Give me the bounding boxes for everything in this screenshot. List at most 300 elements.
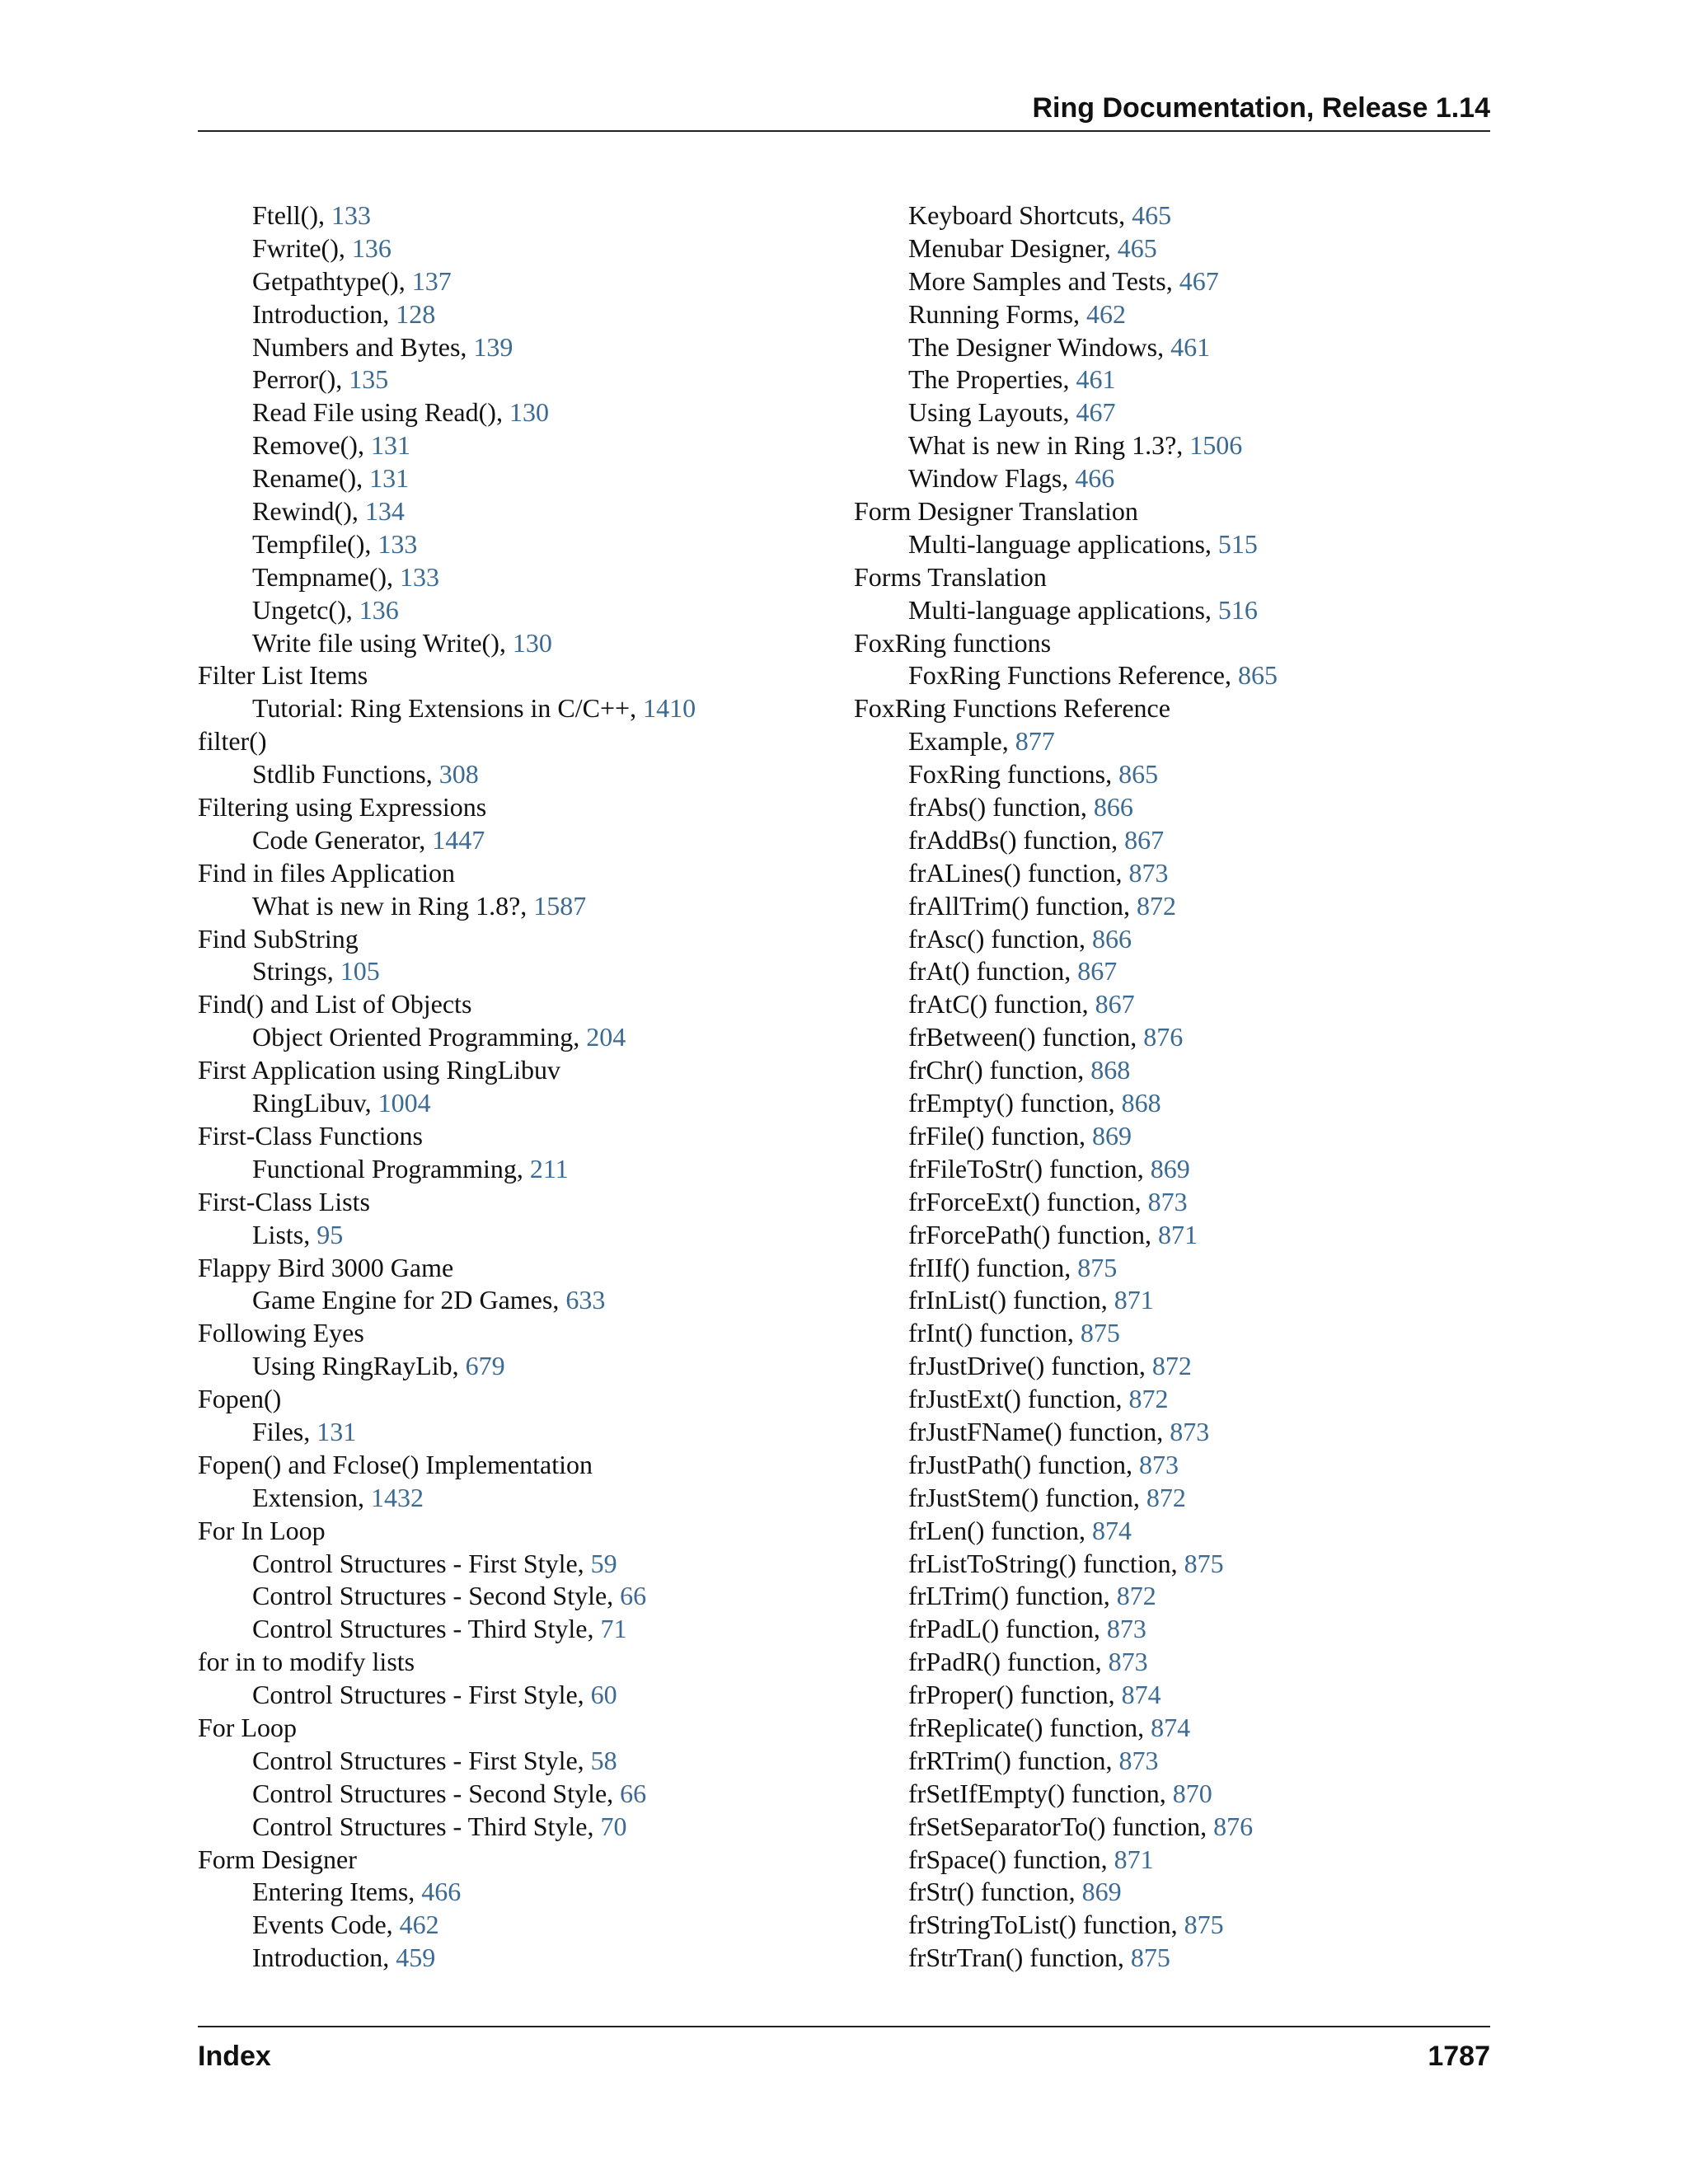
entry-text: frJustPath() function, <box>908 1449 1139 1479</box>
index-entry <box>198 791 824 824</box>
page-link[interactable]: 105 <box>340 956 380 987</box>
page-link[interactable]: 873 <box>1147 1186 1188 1216</box>
entry-text: For Loop <box>198 1712 297 1742</box>
page-link[interactable]: 870 <box>1172 1778 1212 1808</box>
entry-text: Numbers and Bytes, <box>252 331 474 362</box>
index-subentry <box>854 659 1497 692</box>
entry-text: Tempfile(), <box>252 528 378 559</box>
entry-text: Using RingRayLib, <box>252 1351 466 1381</box>
entry-text: Example, <box>908 726 1015 757</box>
entry-text: frEmpty() function, <box>908 1088 1122 1118</box>
index-subentry <box>854 1021 1497 1054</box>
index-subentry <box>198 692 824 725</box>
page-link[interactable]: 872 <box>1137 890 1177 921</box>
entry-text: Filtering using Expressions <box>198 792 487 823</box>
entry-text: Rewind(), <box>252 496 365 527</box>
page-link[interactable]: 1432 <box>370 1482 424 1512</box>
index-entry <box>198 1712 824 1745</box>
index-subentry <box>854 1515 1497 1548</box>
index-subentry <box>854 462 1497 495</box>
page-link[interactable]: 865 <box>1118 759 1159 790</box>
entry-text: frAllTrim() function, <box>908 890 1137 921</box>
page-link[interactable]: 873 <box>1106 1614 1146 1644</box>
entry-text: Remove(), <box>252 430 371 461</box>
entry-text: frStringToList() function, <box>908 1910 1184 1940</box>
index-entry <box>854 692 1497 725</box>
entry-text: The Designer Windows, <box>908 331 1171 362</box>
page-header <box>198 92 1490 132</box>
index-subentry <box>198 1909 824 1942</box>
index-subentry <box>854 857 1497 890</box>
entry-text: frStrTran() function, <box>908 1943 1131 1973</box>
index-entry <box>854 495 1497 528</box>
entry-text: Stdlib Functions, <box>252 759 439 790</box>
entry-text: frSetSeparatorTo() function, <box>908 1811 1214 1841</box>
page-link[interactable]: 130 <box>509 397 549 428</box>
index-subentry <box>198 1580 824 1613</box>
entry-text: Form Designer <box>198 1844 357 1874</box>
index-entry <box>198 725 824 758</box>
index-subentry <box>854 1350 1497 1383</box>
entry-text: frLTrim() function, <box>908 1581 1117 1611</box>
entry-text: frSpace() function, <box>908 1844 1114 1874</box>
entry-text: frIIf() function, <box>908 1252 1078 1282</box>
index-subentry <box>854 1745 1497 1778</box>
page-link[interactable]: 865 <box>1237 660 1278 691</box>
page-link[interactable]: 130 <box>512 627 552 658</box>
page-link[interactable]: 869 <box>1092 1120 1132 1151</box>
entry-text: Fopen() <box>198 1384 282 1414</box>
entry-text: frSetIfEmpty() function, <box>908 1778 1173 1808</box>
index-subentry <box>854 396 1497 429</box>
page-link[interactable]: 71 <box>600 1614 627 1644</box>
index-subentry <box>198 1548 824 1581</box>
page-link[interactable]: 871 <box>1158 1219 1198 1249</box>
entry-text: frForceExt() function, <box>908 1186 1148 1216</box>
index-subentry <box>854 331 1497 364</box>
page-link[interactable]: 211 <box>529 1153 569 1183</box>
entry-text: frJustExt() function, <box>908 1384 1129 1414</box>
page-link[interactable]: 462 <box>1086 298 1127 329</box>
entry-text: Getpathtype(), <box>252 265 412 296</box>
entry-text: Find SubString <box>198 923 359 954</box>
page-link[interactable]: 871 <box>1114 1844 1154 1874</box>
index-subentry <box>854 265 1497 298</box>
index-subentry <box>198 1778 824 1811</box>
index-subentry <box>854 725 1497 758</box>
entry-text: frLen() function, <box>908 1515 1093 1545</box>
index-subentry <box>854 791 1497 824</box>
entry-text: Game Engine for 2D Games, <box>252 1285 566 1315</box>
index-subentry <box>854 1120 1497 1153</box>
page-link[interactable]: 867 <box>1124 824 1165 855</box>
page-link[interactable]: 131 <box>316 1416 357 1446</box>
index-subentry <box>198 528 824 561</box>
entry-text: FoxRing functions, <box>908 759 1119 790</box>
page-link[interactable]: 633 <box>565 1285 606 1315</box>
page-footer <box>198 2026 1490 2077</box>
entry-text: Events Code, <box>252 1910 400 1940</box>
page-link[interactable]: 465 <box>1117 232 1157 263</box>
entry-text: Filter List Items <box>198 660 368 691</box>
page-link[interactable]: 466 <box>1075 463 1115 494</box>
page-link[interactable]: 467 <box>1179 265 1219 296</box>
index-entry <box>854 627 1497 660</box>
entry-text: Menubar Designer, <box>908 232 1118 263</box>
index-subentry <box>198 363 824 396</box>
entry-text: Control Structures - Third Style, <box>252 1614 601 1644</box>
entry-text: Window Flags, <box>908 463 1076 494</box>
entry-text: frInList() function, <box>908 1285 1114 1315</box>
index-subentry <box>198 495 824 528</box>
page-link[interactable]: 466 <box>421 1877 462 1907</box>
entry-text: Functional Programming, <box>252 1153 530 1183</box>
page-link[interactable]: 136 <box>351 232 392 263</box>
entry-text: Tutorial: Ring Extensions in C/C++, <box>252 693 644 724</box>
entry-text: frAddBs() function, <box>908 824 1125 855</box>
entry-text: Control Structures - Third Style, <box>252 1811 601 1841</box>
page-link[interactable]: 874 <box>1092 1515 1132 1545</box>
index-subentry <box>854 1876 1497 1909</box>
index-subentry <box>854 923 1497 956</box>
page-link[interactable]: 869 <box>1081 1877 1122 1907</box>
index-subentry <box>198 1745 824 1778</box>
page-link[interactable]: 875 <box>1077 1252 1118 1282</box>
page-link[interactable]: 516 <box>1217 594 1258 625</box>
index-subentry <box>198 265 824 298</box>
page-link[interactable]: 58 <box>590 1745 617 1775</box>
index-subentry <box>854 988 1497 1021</box>
entry-text: Control Structures - First Style, <box>252 1548 591 1578</box>
index-subentry <box>854 1811 1497 1844</box>
entry-text: for in to modify lists <box>198 1647 415 1677</box>
index-subentry <box>854 232 1497 265</box>
index-subentry <box>198 1679 824 1712</box>
entry-text: Perror(), <box>252 364 349 395</box>
page-link[interactable]: 66 <box>620 1581 647 1611</box>
index-subentry <box>198 1350 824 1383</box>
entry-text: Control Structures - Second Style, <box>252 1581 621 1611</box>
index-subentry <box>198 199 824 232</box>
index-subentry <box>198 1416 824 1449</box>
page-link[interactable]: 60 <box>590 1680 617 1710</box>
index-subentry <box>854 594 1497 627</box>
index-subentry <box>854 1284 1497 1317</box>
index-subentry <box>198 561 824 594</box>
index-subentry <box>198 758 824 791</box>
index-subentry <box>854 528 1497 561</box>
entry-text: Form Designer Translation <box>854 496 1138 527</box>
index-entry <box>198 1252 824 1285</box>
entry-text: Control Structures - Second Style, <box>252 1778 621 1808</box>
page-link[interactable]: 876 <box>1213 1811 1254 1841</box>
entry-text: The Properties, <box>908 364 1076 395</box>
page-link[interactable]: 515 <box>1217 528 1258 559</box>
entry-text: FoxRing Functions Reference, <box>908 660 1238 691</box>
page-link[interactable]: 1004 <box>377 1088 431 1118</box>
entry-text: Lists, <box>252 1219 317 1249</box>
entry-text: Fwrite(), <box>252 232 352 263</box>
index-subentry <box>854 1613 1497 1646</box>
index-subentry <box>854 1778 1497 1811</box>
page-link[interactable]: 874 <box>1151 1712 1191 1742</box>
page-link[interactable]: 873 <box>1138 1449 1179 1479</box>
entry-text: Read File using Read(), <box>252 397 509 428</box>
index-subentry <box>854 1416 1497 1449</box>
entry-text: Introduction, <box>252 1943 396 1973</box>
page-link[interactable]: 875 <box>1184 1910 1224 1940</box>
index-subentry <box>198 627 824 660</box>
index-entry <box>198 1383 824 1416</box>
entry-text: Strings, <box>252 956 340 987</box>
entry-text: FoxRing functions <box>854 627 1052 658</box>
index-entry <box>198 1844 824 1877</box>
entry-text: Find() and List of Objects <box>198 989 472 1019</box>
page-link[interactable]: 95 <box>316 1219 344 1249</box>
page-link[interactable]: 204 <box>586 1022 626 1052</box>
page-link[interactable]: 308 <box>438 759 479 790</box>
index-subentry <box>854 1909 1497 1942</box>
index-subentry <box>854 890 1497 923</box>
index-subentry <box>198 1482 824 1515</box>
entry-text: Running Forms, <box>908 298 1087 329</box>
index-subentry <box>198 1876 824 1909</box>
index-entry <box>854 561 1497 594</box>
page-link[interactable]: 875 <box>1080 1318 1120 1348</box>
page-link[interactable]: 868 <box>1090 1055 1131 1085</box>
index-subentry <box>854 199 1497 232</box>
page-link[interactable]: 866 <box>1092 923 1132 954</box>
entry-text: What is new in Ring 1.3?, <box>908 430 1190 461</box>
page-link[interactable]: 461 <box>1170 331 1211 362</box>
entry-text: frForcePath() function, <box>908 1219 1159 1249</box>
index-subentry <box>854 363 1497 396</box>
page-link[interactable]: 133 <box>400 561 440 592</box>
index-subentry <box>198 1153 824 1186</box>
page-link[interactable]: 131 <box>370 430 410 461</box>
entry-text: filter() <box>198 726 267 757</box>
page-link[interactable]: 875 <box>1184 1548 1224 1578</box>
page-link[interactable]: 876 <box>1143 1022 1184 1052</box>
page-link[interactable]: 139 <box>473 331 513 362</box>
index-subentry <box>198 462 824 495</box>
index-column-left <box>198 199 824 1975</box>
entry-text: frJustDrive() function, <box>908 1351 1152 1381</box>
index-subentry <box>854 758 1497 791</box>
index-subentry <box>854 1383 1497 1416</box>
entry-text: Keyboard Shortcuts, <box>908 200 1132 230</box>
page-link[interactable]: 873 <box>1108 1647 1148 1677</box>
entry-text: frAt() function, <box>908 956 1078 987</box>
footer-section-label: Index <box>198 2041 271 2072</box>
index-subentry <box>198 429 824 462</box>
entry-text: frAbs() function, <box>908 792 1094 823</box>
index-subentry <box>198 1284 824 1317</box>
index-subentry <box>854 1548 1497 1581</box>
index-subentry <box>854 955 1497 988</box>
entry-text: For In Loop <box>198 1515 326 1545</box>
page-link[interactable]: 867 <box>1095 989 1135 1019</box>
page-link[interactable]: 128 <box>396 298 436 329</box>
page-link[interactable]: 866 <box>1093 792 1133 823</box>
entry-text: frListToString() function, <box>908 1548 1184 1578</box>
index-subentry <box>854 824 1497 857</box>
entry-text: Multi-language applications, <box>908 594 1218 625</box>
index-subentry <box>198 594 824 627</box>
entry-text: Files, <box>252 1416 317 1446</box>
entry-text: FoxRing Functions Reference <box>854 693 1170 724</box>
page-link[interactable]: 462 <box>399 1910 439 1940</box>
page-link[interactable]: 875 <box>1130 1943 1170 1973</box>
index-entry <box>198 1646 824 1679</box>
page-link[interactable]: 133 <box>331 200 371 230</box>
entry-text: frFile() function, <box>908 1120 1093 1151</box>
index-entry <box>198 1449 824 1482</box>
index-entry <box>198 1120 824 1153</box>
index-subentry <box>198 1942 824 1975</box>
page-link[interactable]: 872 <box>1128 1384 1169 1414</box>
page-link[interactable]: 70 <box>600 1811 627 1841</box>
index-subentry <box>854 429 1497 462</box>
index-subentry <box>198 1087 824 1120</box>
index-entry <box>198 988 824 1021</box>
entry-text: frJustFName() function, <box>908 1416 1170 1446</box>
page-number: 1787 <box>1428 2041 1490 2072</box>
entry-text: frFileToStr() function, <box>908 1153 1151 1183</box>
index-column-right <box>854 199 1497 1975</box>
page-link[interactable]: 868 <box>1121 1088 1161 1118</box>
entry-text: frStr() function, <box>908 1877 1082 1907</box>
page-link[interactable]: 133 <box>377 528 418 559</box>
entry-text: frALines() function, <box>908 857 1129 888</box>
page-link[interactable]: 465 <box>1132 200 1172 230</box>
index-entry <box>198 1054 824 1087</box>
entry-text: More Samples and Tests, <box>908 265 1179 296</box>
entry-text: Flappy Bird 3000 Game <box>198 1252 454 1282</box>
index-subentry <box>854 1449 1497 1482</box>
entry-text: RingLibuv, <box>252 1088 378 1118</box>
index-subentry <box>854 1580 1497 1613</box>
entry-text: Tempname(), <box>252 561 401 592</box>
entry-text: Write file using Write(), <box>252 627 513 658</box>
entry-text: frBetween() function, <box>908 1022 1144 1052</box>
index-subentry <box>854 1219 1497 1252</box>
entry-text: Extension, <box>252 1482 371 1512</box>
entry-text: Control Structures - First Style, <box>252 1745 591 1775</box>
entry-text: Using Layouts, <box>908 397 1076 428</box>
page-link[interactable]: 873 <box>1170 1416 1210 1446</box>
page-link[interactable]: 873 <box>1118 1745 1159 1775</box>
page-link[interactable]: 461 <box>1076 364 1116 395</box>
page-link[interactable]: 131 <box>369 463 410 494</box>
page-link[interactable]: 869 <box>1150 1153 1190 1183</box>
index-subentry <box>198 1021 824 1054</box>
page-link[interactable]: 459 <box>396 1943 436 1973</box>
index-entry <box>198 1186 824 1219</box>
page-link[interactable]: 467 <box>1076 397 1116 428</box>
entry-text: Forms Translation <box>854 561 1047 592</box>
index-subentry <box>198 824 824 857</box>
entry-text: frRTrim() function, <box>908 1745 1119 1775</box>
entry-text: First-Class Lists <box>198 1186 370 1216</box>
index-subentry <box>198 331 824 364</box>
index-subentry <box>854 1054 1497 1087</box>
entry-text: Multi-language applications, <box>908 528 1218 559</box>
entry-text: Ungetc(), <box>252 594 359 625</box>
entry-text: Fopen() and Fclose() Implementation <box>198 1449 593 1479</box>
page-link[interactable]: 59 <box>590 1548 617 1578</box>
entry-text: frReplicate() function, <box>908 1712 1151 1742</box>
index-entry <box>198 857 824 890</box>
entry-text: frAtC() function, <box>908 989 1095 1019</box>
page-link[interactable]: 872 <box>1116 1581 1156 1611</box>
page-link[interactable]: 873 <box>1128 857 1169 888</box>
page-link[interactable]: 872 <box>1146 1482 1186 1512</box>
entry-text: frJustStem() function, <box>908 1482 1146 1512</box>
index-subentry <box>854 1186 1497 1219</box>
entry-text: Entering Items, <box>252 1877 422 1907</box>
entry-text: What is new in Ring 1.8?, <box>252 890 534 921</box>
page-link[interactable]: 877 <box>1015 726 1055 757</box>
entry-text: Object Oriented Programming, <box>252 1022 587 1052</box>
index-entry <box>198 659 824 692</box>
page-link[interactable]: 867 <box>1077 956 1118 987</box>
index-subentry <box>198 396 824 429</box>
entry-text: Control Structures - First Style, <box>252 1680 591 1710</box>
page-link[interactable]: 872 <box>1151 1351 1192 1381</box>
index-subentry <box>854 1252 1497 1285</box>
page-link[interactable]: 137 <box>411 265 452 296</box>
page-link[interactable]: 871 <box>1114 1285 1154 1315</box>
entry-text: First-Class Functions <box>198 1120 423 1151</box>
page-link[interactable]: 1587 <box>533 890 587 921</box>
index-entry <box>198 1515 824 1548</box>
page-link[interactable]: 1410 <box>643 693 696 724</box>
page-link[interactable]: 136 <box>359 594 399 625</box>
index-subentry <box>854 1087 1497 1120</box>
page-link[interactable]: 135 <box>349 364 389 395</box>
entry-text: frPadL() function, <box>908 1614 1107 1644</box>
index-subentry <box>854 1942 1497 1975</box>
entry-text: Following Eyes <box>198 1318 364 1348</box>
page-link[interactable]: 679 <box>465 1351 505 1381</box>
index-subentry <box>854 1844 1497 1877</box>
document-title: Ring Documentation, Release 1.14 <box>1032 92 1490 124</box>
page-link[interactable]: 66 <box>620 1778 647 1808</box>
index-subentry <box>198 1811 824 1844</box>
index-subentry <box>854 298 1497 331</box>
entry-text: Ftell(), <box>252 200 331 230</box>
entry-text: Find in files Application <box>198 857 455 888</box>
index-subentry <box>854 1646 1497 1679</box>
entry-text: First Application using RingLibuv <box>198 1055 561 1085</box>
page-link[interactable]: 1447 <box>432 824 485 855</box>
index-subentry <box>854 1317 1497 1350</box>
index-subentry <box>198 1613 824 1646</box>
page-link[interactable]: 874 <box>1121 1680 1161 1710</box>
page-link[interactable]: 134 <box>364 496 405 527</box>
index-subentry <box>854 1153 1497 1186</box>
entry-text: frChr() function, <box>908 1055 1091 1085</box>
entry-text: frInt() function, <box>908 1318 1081 1348</box>
page-link[interactable]: 1506 <box>1189 430 1243 461</box>
entry-text: frPadR() function, <box>908 1647 1109 1677</box>
entry-text: Rename(), <box>252 463 370 494</box>
index-subentry <box>854 1482 1497 1515</box>
index-entry <box>198 923 824 956</box>
index-subentry <box>854 1679 1497 1712</box>
index-subentry <box>198 232 824 265</box>
